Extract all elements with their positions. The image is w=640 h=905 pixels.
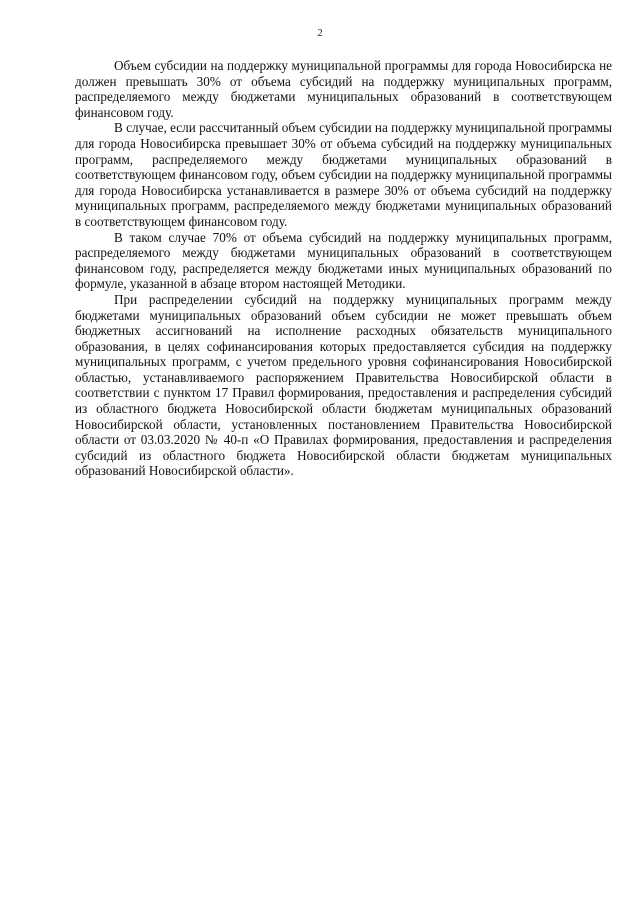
- paragraph-redistribution: В таком случае 70% от объема субсидий на поддержку муниципальных программ, распределяемого между бюджетами муниципальных образований в соответствующем финансовом году, распределяется между бюджетами иных муниципальных образований по формуле, указанной в абзаце втором настоящей Методики.: [75, 229, 612, 292]
- paragraph-excess-case: В случае, если рассчитанный объем субсидии на поддержку муниципальной программы для города Новосибирска превышает 30% от объема субсидий на поддержку муниципальных программ, распределяемого между бюджетами муниципальных образований в соответствующем финансовом году, объем субсидии на поддержку муниципальной программы для города Новосибирска устанавливается в размере 30% от объема субсидий на поддержку муниципальных программ, распределяемого между бюджетами муниципальных образований в соответствующем финансовом году.: [75, 120, 612, 229]
- page-number: 2: [317, 27, 323, 39]
- paragraph-distribution-rules: При распределении субсидий на поддержку муниципальных программ между бюджетами муниципальных образований объем субсидии не может превышать объем бюджетных ассигнований на исполнение расходных обязательств муниципального образования, в целях софинансирования которых предоставляется субсидия на поддержку муниципальных программ, с учетом предельного уровня софинансирования Новосибирской областью, устанавливаемого распоряжением Правительства Новосибирской области в соответствии с пунктом 17 Правил формирования, предоставления и распределения субсидий из областного бюджета Новосибирской области бюджетам муниципальных образований Новосибирской области, установленных постановлением Правительства Новосибирской области от 03.03.2020 № 40-п «О Правилах формирования, предоставления и распределения субсидий из областного бюджета Новосибирской области бюджетам муниципальных образований Новосибирской области».: [75, 291, 612, 479]
- paragraph-subsidy-limit: Объем субсидии на поддержку муниципальной программы для города Новосибирска не должен превышать 30% от объема субсидий на поддержку муниципальных программ, распределяемого между бюджетами муниципальных образований в соответствующем финансовом году.: [75, 58, 612, 120]
- document-body: [75, 58, 612, 479]
